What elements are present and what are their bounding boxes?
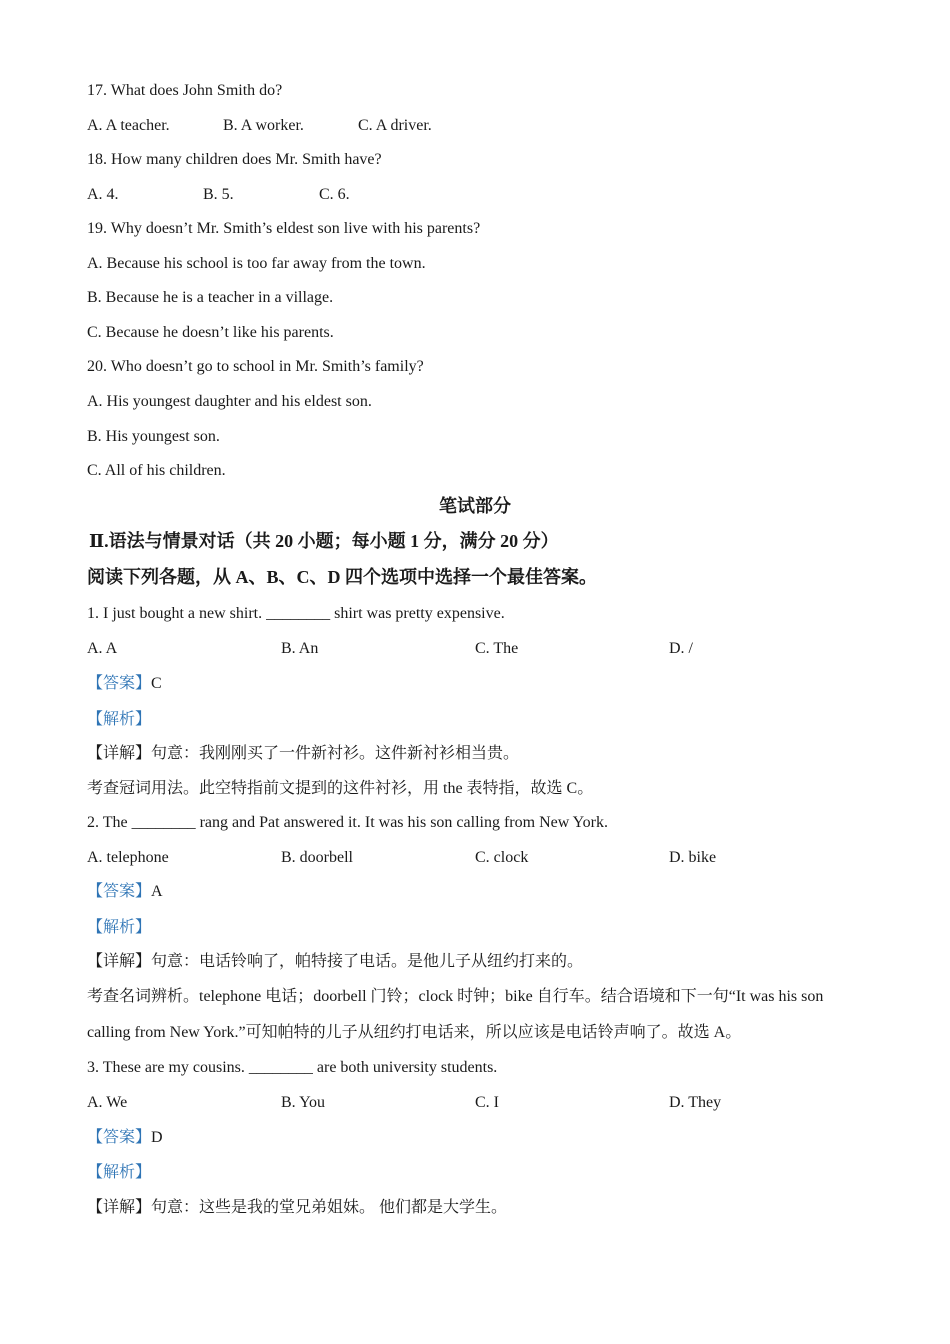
question-2-explanation-line-1: 考查名词辨析。telephone 电话；doorbell 门铃；clock 时钟；bike 自行车。结合语境和下一句“It was his son — [87, 988, 824, 1005]
question-3-option-a: A. We — [87, 1094, 128, 1111]
question-18-option-a: A. 4. — [87, 186, 119, 203]
question-3-detail — [87, 1197, 507, 1219]
question-19-option-b: B. Because he is a teacher in a village. — [87, 289, 334, 306]
question-1-explanation: 考查冠词用法。此空特指前文提到的这件衬衫，用 the 表特指，故选 C。 — [87, 780, 594, 797]
detail-text: 句意：我刚刚买了一件新衬衫。这件新衬衫相当贵。 — [151, 745, 520, 762]
question-2-explanation-line-2: calling from New York.”可知帕特的儿子从纽约打电话来，所以应该是电话铃声响了。故选 A。 — [87, 1024, 742, 1041]
answer-label: 【答案】 — [87, 1129, 152, 1146]
question-1-detail — [87, 743, 519, 765]
question-2-option-c: C. clock — [475, 849, 529, 866]
question-3-option-c: C. I — [475, 1094, 499, 1111]
question-20-stem: 20. Who doesn’t go to school in Mr. Smith’s family? — [87, 358, 424, 375]
question-17-option-a: A. A teacher. — [87, 117, 170, 134]
question-1-stem: 1. I just bought a new shirt. ________ shirt was pretty expensive. — [87, 605, 505, 622]
question-3-option-b: B. You — [281, 1094, 326, 1111]
answer-value: D — [151, 1129, 163, 1146]
question-18-option-b: B. 5. — [203, 186, 234, 203]
question-2-stem: 2. The ________ rang and Pat answered it. It was his son calling from New York. — [87, 814, 608, 831]
detail-text: 句意：这些是我的堂兄弟姐妹。 他们都是大学生。 — [151, 1199, 508, 1216]
detail-text: 句意：电话铃响了，帕特接了电话。是他儿子从纽约打来的。 — [151, 953, 584, 970]
section-heading: Ⅱ.语法与情景对话（共 20 小题；每小题 1 分，满分 20 分） — [89, 531, 559, 551]
detail-label: 【详解】 — [87, 1199, 152, 1216]
question-1-answer — [87, 673, 162, 695]
answer-label: 【答案】 — [87, 883, 152, 900]
question-17-option-c: C. A driver. — [358, 117, 432, 134]
section-instruction: 阅读下列各题，从 A、B、C、D 四个选项中选择一个最佳答案。 — [87, 567, 598, 587]
question-3-analysis-label: 【解析】 — [87, 1164, 152, 1181]
question-1-option-a: A. A — [87, 640, 118, 657]
question-1-option-d: D. / — [669, 640, 693, 657]
section-title: 笔试部分 — [439, 496, 511, 516]
question-20-option-b: B. His youngest son. — [87, 428, 220, 445]
question-18-stem: 18. How many children does Mr. Smith have? — [87, 151, 382, 168]
answer-value: C — [151, 675, 162, 692]
question-1-analysis-label: 【解析】 — [87, 711, 152, 728]
question-19-stem: 19. Why doesn’t Mr. Smith’s eldest son live with his parents? — [87, 220, 481, 237]
question-2-detail — [87, 951, 583, 973]
question-2-answer — [87, 881, 163, 903]
detail-label: 【详解】 — [87, 745, 152, 762]
question-2-option-a: A. telephone — [87, 849, 169, 866]
question-17-option-b: B. A worker. — [223, 117, 304, 134]
answer-label: 【答案】 — [87, 675, 152, 692]
question-19-option-a: A. Because his school is too far away from the town. — [87, 255, 426, 272]
question-1-option-c: C. The — [475, 640, 519, 657]
question-3-option-d: D. They — [669, 1094, 722, 1111]
detail-label: 【详解】 — [87, 953, 152, 970]
question-18-option-c: C. 6. — [319, 186, 350, 203]
answer-value: A — [151, 883, 163, 900]
question-20-option-a: A. His youngest daughter and his eldest son. — [87, 393, 372, 410]
question-17-stem: 17. What does John Smith do? — [87, 82, 283, 99]
question-20-option-c: C. All of his children. — [87, 462, 226, 479]
question-2-option-d: D. bike — [669, 849, 717, 866]
question-1-option-b: B. An — [281, 640, 319, 657]
question-19-option-c: C. Because he doesn’t like his parents. — [87, 324, 334, 341]
question-2-analysis-label: 【解析】 — [87, 919, 152, 936]
question-3-answer — [87, 1127, 163, 1149]
question-3-stem: 3. These are my cousins. ________ are both university students. — [87, 1059, 498, 1076]
question-2-option-b: B. doorbell — [281, 849, 353, 866]
